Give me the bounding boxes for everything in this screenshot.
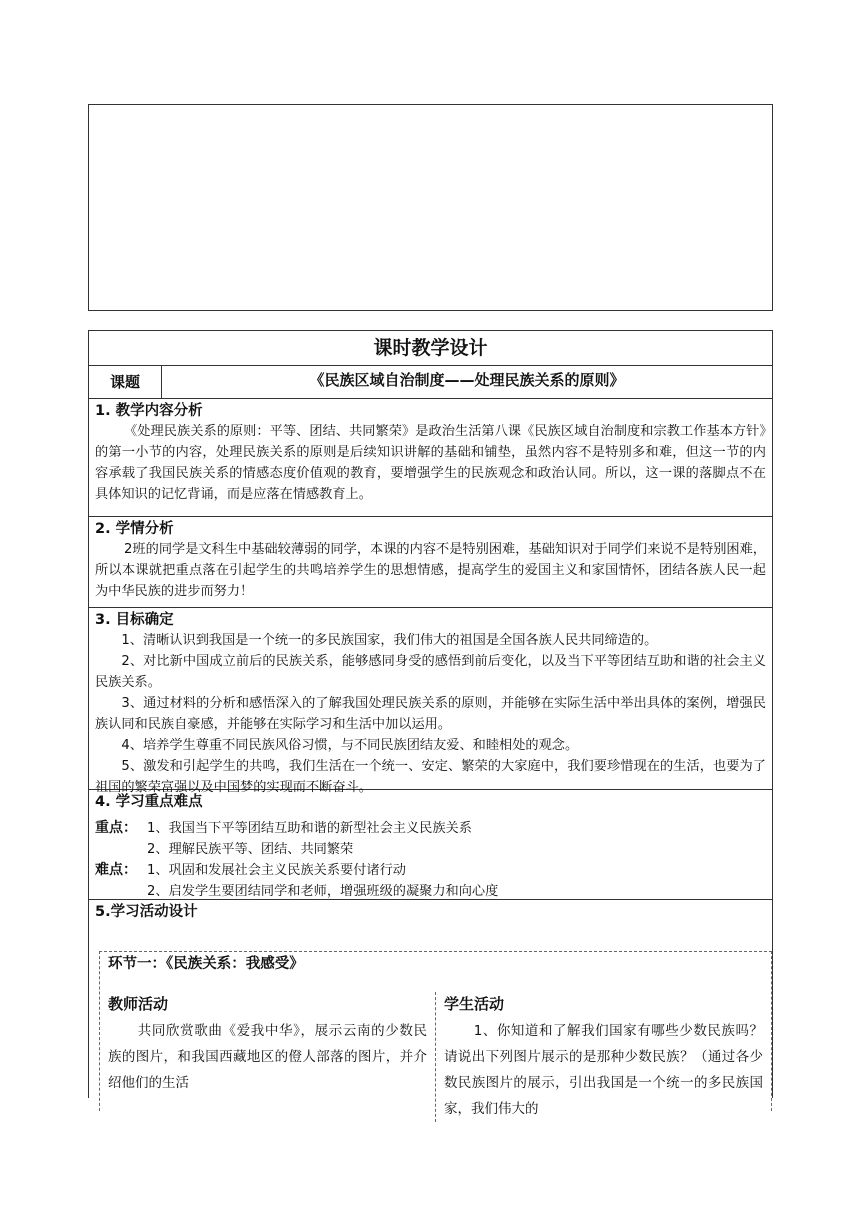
- objective-item: 4、培养学生尊重不同民族风俗习惯，与不同民族团结友爱、和睦相处的观念。: [121, 738, 579, 753]
- student-heading: 学生活动: [444, 995, 505, 1013]
- student-column: [435, 992, 771, 1122]
- focus-item: 1、我国当下平等团结互助和谐的新型社会主义民族关系: [147, 821, 472, 836]
- objective-item: 3、通过材料的分析和感悟深入的了解我国处理民族关系的原则，并能够在实际生活中举出具体的案例，增强民族认同和民族自豪感，并能够在实际学习和生活中加以运用。: [95, 696, 766, 732]
- section-key-points: [89, 790, 772, 900]
- section-heading: 1. 教学内容分析: [95, 403, 203, 419]
- section-text: 《处理民族关系的原则：平等、团结、共同繁荣》是政治生活第八课《民族区域自治制度和宗教工作基本方针》的第一小节的内容，处理民族关系的原则是后续知识讲解的基础和铺垫，虽然内容不是特别多和难，但这一节的内容承载了我国民族关系的情感态度价值观的教育，要增强学生的民族观念和政治认同。所以，这一课的落脚点不在具体知识的记忆背诵，而是应落在情感教育上。: [95, 424, 766, 502]
- difficulty-item: 1、巩固和发展社会主义民族关系要付诸行动: [147, 863, 406, 878]
- difficulty-label: 难点：: [95, 862, 137, 878]
- section-activity: [89, 900, 772, 930]
- teacher-heading: 教师活动: [108, 995, 169, 1013]
- teacher-column: [100, 992, 435, 1122]
- objective-item: 2、对比新中国成立前后的民族关系，能够感同身受的感悟到前后变化，以及当下平等团结互助和谐的社会主义民族关系。: [95, 654, 766, 690]
- course-row: [89, 366, 772, 399]
- focus-label: 重点：: [95, 820, 137, 836]
- focus-item: 2、理解民族平等、团结、共同繁荣: [147, 842, 354, 857]
- blank-frame: [88, 104, 773, 311]
- difficulty-item: 2、启发学生要团结同学和老师，增强班级的凝聚力和向心度: [147, 884, 499, 899]
- section-heading: 4. 学习重点难点: [95, 794, 203, 810]
- objective-item: 5、激发和引起学生的共鸣，我们生活在一个统一、安定、繁荣的大家庭中，我们要珍惜现在的生活，也要为了祖国的繁荣富强以及中国梦的实现而不断奋斗。: [95, 759, 766, 795]
- student-text: 1、你知道和了解我们国家有哪些少数民族吗？请说出下列图片展示的是那种少数民族？（通过各少数民族图片的展示，引出我国是一个统一的多民族国家，我们伟大的: [444, 1023, 763, 1117]
- course-name: 《民族区域自治制度——处理民族关系的原则》: [309, 371, 625, 389]
- lesson-design-table: [88, 330, 773, 1117]
- section-student-analysis: [89, 517, 772, 608]
- objective-item: 1、清晰认识到我国是一个统一的多民族国家，我们伟大的祖国是全国各族人民共同缔造的。: [121, 633, 658, 648]
- teacher-text: 共同欣赏歌曲《爱我中华》，展示云南的少数民族的图片，和我国西藏地区的僜人部落的图片，并介绍他们的生活: [108, 1023, 427, 1091]
- doc-title: 课时教学设计: [89, 331, 772, 366]
- stage-title: 环节一：《民族关系：我感受》: [108, 956, 304, 972]
- section-heading: 3. 目标确定: [95, 612, 174, 628]
- focus-block: [95, 818, 766, 860]
- activity-stage-box: [99, 951, 772, 1117]
- section-heading: 5.学习活动设计: [95, 904, 198, 920]
- section-heading: 2. 学情分析: [95, 521, 174, 537]
- difficulty-block: [95, 860, 766, 902]
- course-label: 课题: [89, 366, 162, 398]
- section-text: 2班的同学是文科生中基础较薄弱的同学，本课的内容不是特别困难，基础知识对于同学们来说不是特别困难，所以本课就把重点落在引起学生的共鸣培养学生的思想情感，提高学生的爱国主义和家国情怀，团结各族人民一起为中华民族的进步而努力！: [95, 542, 766, 599]
- section-objectives: [89, 608, 772, 795]
- activity-columns: [100, 992, 771, 1122]
- section-content-analysis: [89, 399, 772, 517]
